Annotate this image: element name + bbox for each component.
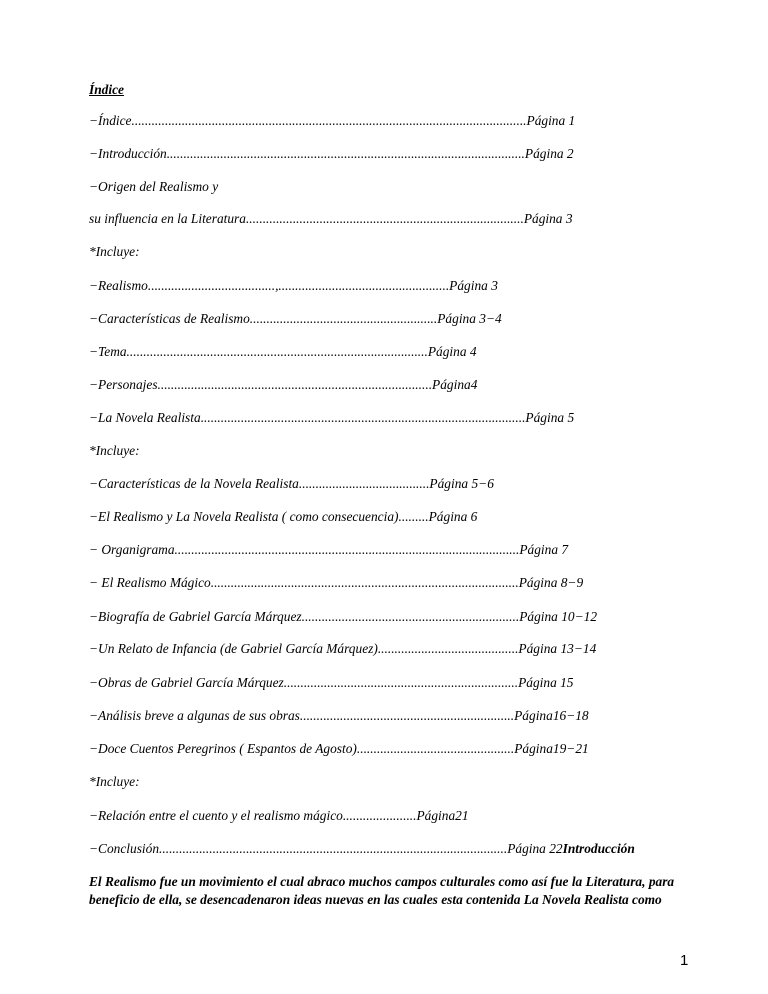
toc-entry: −Conclusión........................................................................................................Página 22 [89, 841, 563, 856]
toc-entry: − Organigrama.......................................................................................................Página 7 [89, 542, 569, 557]
toc-entry: −La Novela Realista.................................................................................................Página 5 [89, 410, 575, 425]
page-number: 1 [680, 952, 689, 969]
toc-entry: −Introducción...........................................................................................................Página 2 [89, 146, 574, 161]
toc-entry: −Obras de Gabriel García Márquez......................................................................Página 15 [89, 675, 574, 690]
toc-subheading: *Incluye: [89, 443, 140, 458]
toc-entry: su influencia en la Literatura...................................................................................Página 3 [89, 211, 573, 226]
toc-entry-last [89, 841, 635, 857]
toc-entry: −Características de Realismo........................................................Página 3−4 [89, 311, 502, 326]
toc-entry: −Análisis breve a algunas de sus obras................................................................Página16−18 [89, 708, 589, 723]
toc-entry: − El Realismo Mágico............................................................................................Página 8−9 [89, 575, 584, 590]
intro-paragraph: El Realismo fue un movimiento el cual abraco muchos campos culturales como así fue la Literatura, para beneficio de ella, se desencadenaron ideas nuevas en las cuales esta contenida La Novela Realista como [89, 874, 675, 907]
toc-entry: −Relación entre el cuento y el realismo mágico......................Página21 [89, 808, 469, 823]
toc-entry: −Tema..........................................................................................Página 4 [89, 344, 477, 359]
toc-entry: −Características de la Novela Realista.......................................Página 5−6 [89, 476, 494, 491]
intro-heading: Introducción [562, 841, 635, 856]
toc-subheading: *Incluye: [89, 244, 140, 259]
index-heading: Índice [89, 82, 124, 97]
toc-entry: −Biografía de Gabriel García Márquez.................................................................Página 10−12 [89, 609, 598, 624]
toc-entry: −El Realismo y La Novela Realista ( como consecuencia).........Página 6 [89, 509, 478, 524]
toc-subheading: *Incluye: [89, 774, 140, 789]
toc-entry: −Un Relato de Infancia (de Gabriel García Márquez)..........................................Página 13−14 [89, 641, 597, 656]
toc-entry: −Doce Cuentos Peregrinos ( Espantos de Agosto)...............................................Página19−21 [89, 741, 589, 756]
toc-entry: −Índice......................................................................................................................Página 1 [89, 113, 576, 128]
toc-entry: −Personajes..................................................................................Página4 [89, 377, 478, 392]
toc-entry: −Origen del Realismo y [89, 179, 219, 194]
toc-entry: −Realismo......................................,...................................................Página 3 [89, 278, 498, 293]
